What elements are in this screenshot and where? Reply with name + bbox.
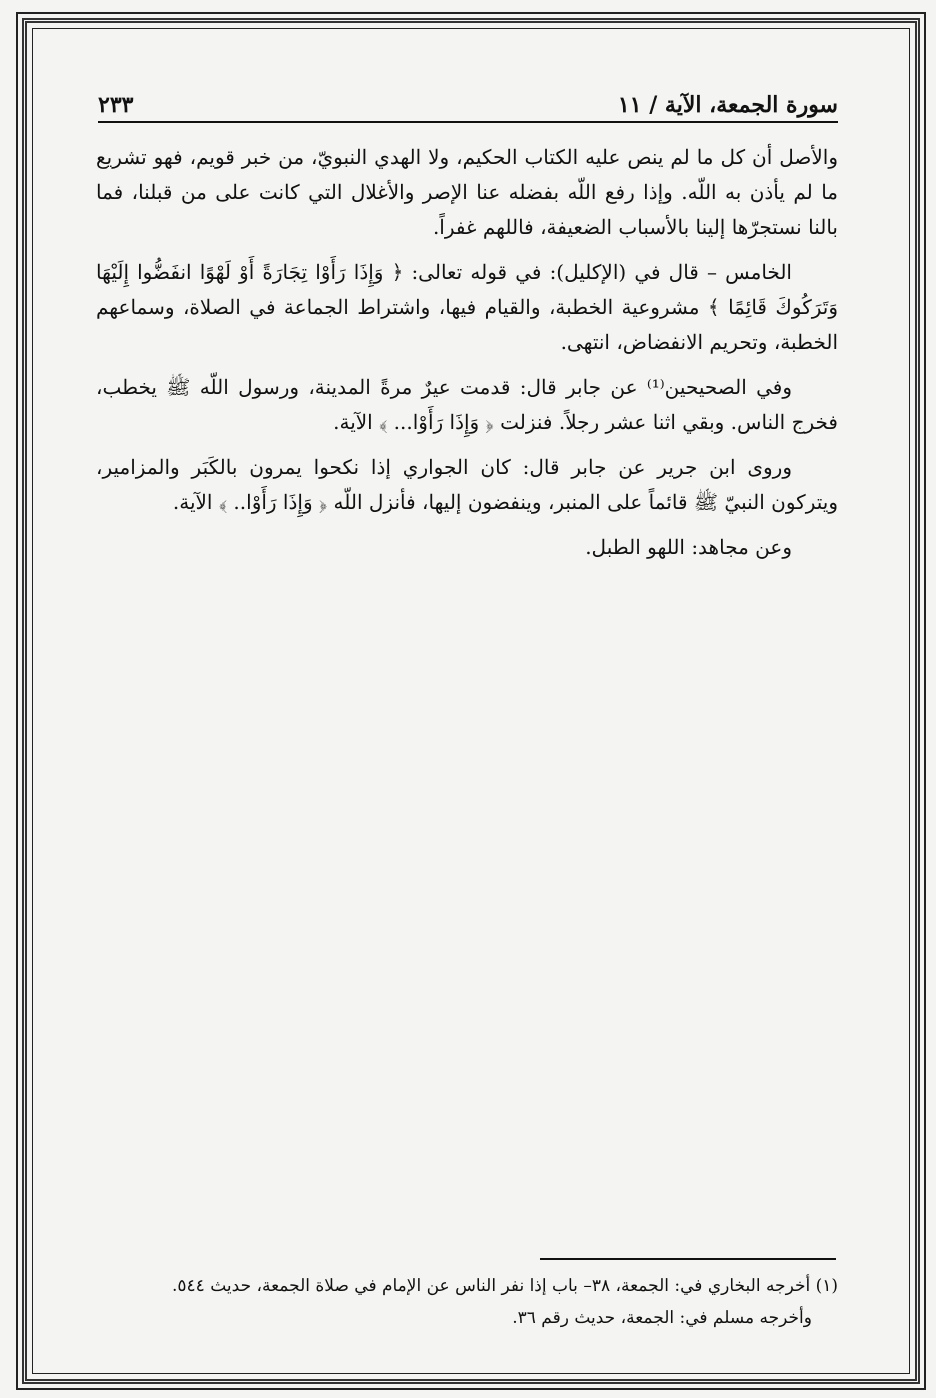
paragraph-mujahid: وعن مجاهد: اللهو الطبل. <box>585 535 792 559</box>
main-text <box>96 140 838 575</box>
footnotes <box>96 1270 838 1334</box>
page-number: ٢٣٣ <box>98 92 134 118</box>
footnote-1-continued: وأخرجه مسلم في: الجمعة، حديث رقم ٣٦. <box>512 1308 812 1328</box>
footnote-rule <box>540 1258 836 1260</box>
paragraph-fifth-point: الخامس – قال في (الإكليل): في قوله تعالى: ﴿ وَإِذَا رَأَوْا تِجَارَةً أَوْ لَهْوًا انفَضُّوا إِلَيْهَا وَتَرَكُوكَ قَائِمًا ﴾ مشروعية الخطبة، والقيام فيها، واشتراط الجماعة في الصلاة، وسماعهم الخطبة، وتحريم الانفضاض، انتهى. <box>96 260 838 354</box>
header-rule <box>98 121 838 123</box>
paragraph-sahihayn: وفي الصحيحين⁽¹⁾ عن جابر قال: قدمت عيرٌ مرةً المدينة، ورسول اللّه ﷺ يخطب، فخرج الناس. وبقي اثنا عشر رجلاً. فنزلت ﴿ وَإِذَا رَأَوْا... ﴾ الآية. <box>96 375 838 434</box>
footnote-1: (١) أخرجه البخاري في: الجمعة، ٣٨– باب إذا نفر الناس عن الإمام في صلاة الجمعة، حديث ٥٤٤. <box>172 1276 838 1296</box>
paragraph-ibn-jarir: وروى ابن جرير عن جابر قال: كان الجواري إذا نكحوا يمرون بالكَبَر والمزامير، ويتركون النبيّ ﷺ قائماً على المنبر، وينفضون إليها، فأنزل اللّه ﴿ وَإِذَا رَأَوْا.. ﴾ الآية. <box>96 455 838 514</box>
running-header <box>98 78 838 118</box>
paragraph-origin-principle: والأصل أن كل ما لم ينص عليه الكتاب الحكيم، ولا الهدي النبويّ، من خبر قويم، فهو تشريع ما لم يأذن به اللّه. وإذا رفع اللّه بفضله عنا الإصر والأغلال التي كانت على من قبلنا، فما بالنا نستجرّها إلينا بالأسباب الضعيفة، فاللهم غفراً. <box>96 145 839 239</box>
surah-title: سورة الجمعة، الآية / ١١ <box>617 92 838 118</box>
